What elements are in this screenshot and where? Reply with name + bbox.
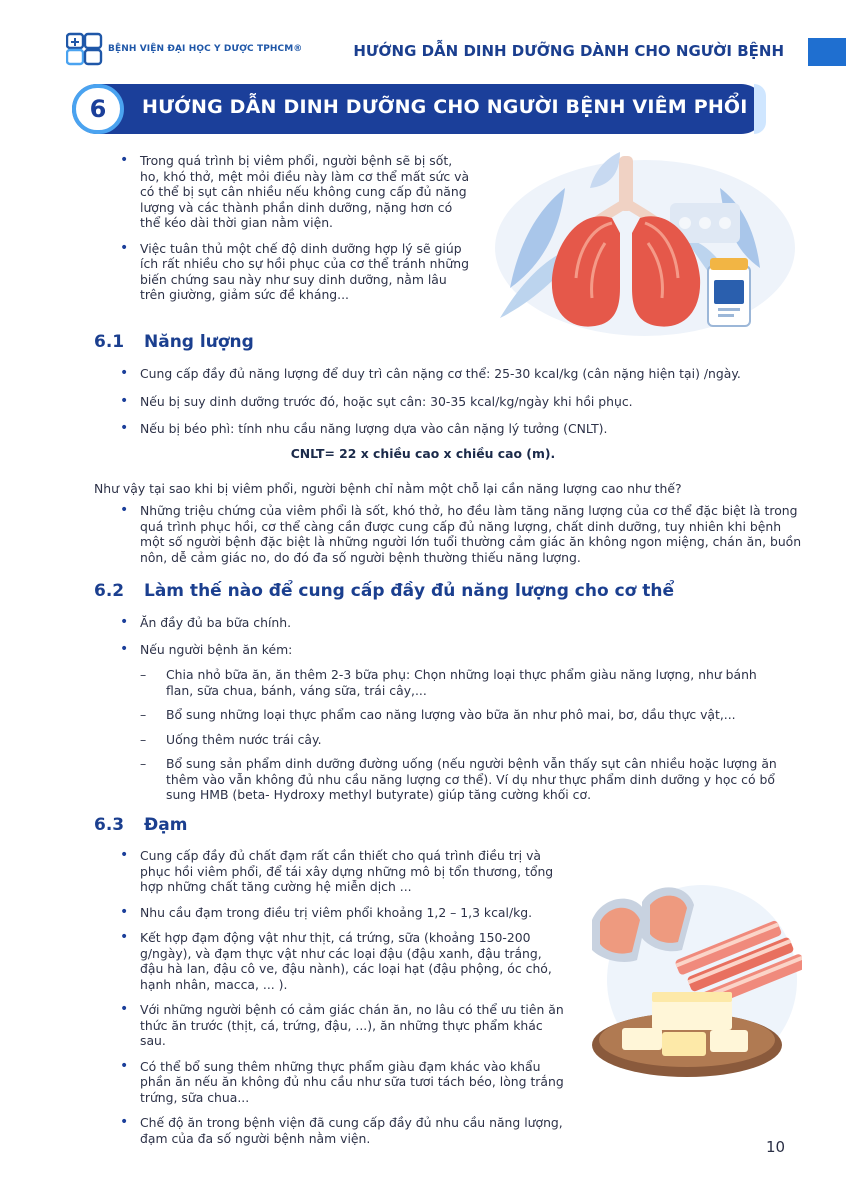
list-item bbox=[118, 905, 566, 921]
protein-item-6: Chế độ ăn trong bệnh viện đã cung cấp đầy đủ nhu cầu năng lượng, đạm của đa số người bệnh nằm viện. bbox=[140, 1115, 563, 1146]
list-item bbox=[118, 503, 808, 565]
subsection-heading-6-1 bbox=[94, 332, 254, 352]
protein-item-5: Có thể bổ sung thêm những thực phẩm giàu đạm khác vào khẩu phần ăn nếu ăn không đủ nhu cầu như sữa tươi tách béo, lòng trắng trứng, sữa chua... bbox=[140, 1058, 564, 1105]
energy-answer: Những triệu chứng của viêm phổi là sốt, khó thở, ho đều làm tăng năng lượng của cơ thể đặc biệt là trong quá trình phục hồi, cơ thể càng cần được cung cấp đủ năng lượng, chất dinh dưỡng, tuy nhiên khi bệnh một số người bệnh đặc biệt là những người lớn tuổi thường cảm giác ăn không ngon miệng, chán ăn, buồn nôn, dễ cảm giác no, do đó đa số người bệnh thường thiếu năng lượng. bbox=[140, 503, 802, 565]
hospital-name: BỆNH VIỆN ĐẠI HỌC Y DƯỢC TPHCM® bbox=[108, 44, 303, 54]
list-item bbox=[118, 848, 566, 895]
supply-sub-list bbox=[140, 667, 780, 803]
intro-item-2: Việc tuân thủ một chế độ dinh dưỡng hợp lý sẽ giúp ích rất nhiều cho sự hồi phục của cơ thể tránh những biến chứng sau này như suy dinh dưỡng, nằm lâu trên giường, giảm sức đề kháng... bbox=[140, 240, 469, 302]
supply-sub-item-1: Chia nhỏ bữa ăn, ăn thêm 2-3 bữa phụ: Chọn những loại thực phẩm giàu năng lượng, như bánh flan, sữa chua, bánh, váng sữa, trái cây,... bbox=[166, 667, 757, 698]
list-item bbox=[118, 394, 808, 410]
list-item bbox=[118, 642, 788, 658]
protein-item-1: Cung cấp đầy đủ chất đạm rất cần thiết cho quá trình điều trị và phục hồi viêm phổi, để tái xây dựng những mô bị tổn thương, tổng hợp những chất tăng cường hệ miễn dịch ... bbox=[140, 848, 554, 894]
list-item bbox=[118, 615, 788, 631]
list-item bbox=[118, 241, 472, 303]
cnlt-formula: CNLT= 22 x chiều cao x chiều cao (m). bbox=[290, 446, 556, 461]
supply-sub-item-4: Bổ sung sản phẩm dinh dưỡng đường uống (nếu người bệnh vẫn thấy sụt cân nhiều hoặc lượng ăn thêm vào vẫn không đủ nhu cầu năng lượng cơ thể). Ví dụ như thực phẩm dinh dưỡng y học có bổ sung HMB (beta- Hydroxy methyl butyrate) giúp tăng cường khối cơ. bbox=[166, 756, 777, 802]
subsection-number: 6.2 bbox=[94, 581, 125, 601]
subsection-heading-6-2 bbox=[94, 581, 674, 601]
supply-list bbox=[118, 615, 788, 667]
subsection-title: Làm thế nào để cung cấp đầy đủ năng lượng cho cơ thể bbox=[144, 581, 675, 601]
list-item bbox=[118, 1059, 566, 1106]
guide-title: HƯỚNG DẪN DINH DƯỠNG DÀNH CHO NGƯỜI BỆNH bbox=[353, 42, 784, 60]
energy-question: Như vậy tại sao khi bị viêm phổi, người bệnh chỉ nằm một chỗ lại cần năng lượng cao như thế? bbox=[94, 481, 682, 496]
supply-sub-item-3: Uống thêm nước trái cây. bbox=[166, 731, 322, 747]
protein-item-3: Kết hợp đạm động vật như thịt, cá trứng, sữa (khoảng 150-200 g/ngày), và đạm thực vật như các loại đậu (đậu xanh, đậu trắng, đậu hà lan, đậu cô ve, đậu nành), các loại hạt (đậu phộng, óc chó, hạnh nhân, macca, ... ). bbox=[140, 930, 552, 992]
energy-item-1: Cung cấp đầy đủ năng lượng để duy trì cân nặng cơ thể: 25-30 kcal/kg (cân nặng hiện tại) /ngày. bbox=[140, 366, 741, 381]
sub-list-item bbox=[140, 667, 780, 698]
list-item bbox=[118, 1002, 566, 1049]
supply-sub-item-2: Bổ sung những loại thực phẩm cao năng lượng vào bữa ăn như phô mai, bơ, dầu thực vật,... bbox=[166, 707, 736, 722]
list-item bbox=[118, 421, 808, 437]
sub-list-item bbox=[140, 707, 780, 723]
supply-item-1: Ăn đầy đủ ba bữa chính. bbox=[140, 615, 292, 630]
subsection-title: Đạm bbox=[144, 815, 188, 835]
subsection-number: 6.3 bbox=[94, 815, 125, 835]
protein-food-illustration bbox=[582, 880, 802, 1080]
subsection-heading-6-3 bbox=[94, 815, 187, 835]
list-item bbox=[118, 366, 808, 382]
hospital-logo-icon bbox=[66, 32, 104, 66]
list-item bbox=[118, 930, 566, 992]
energy-list bbox=[118, 366, 808, 437]
protein-list bbox=[118, 848, 566, 1146]
page-number: 10 bbox=[766, 1138, 786, 1156]
lung-illustration bbox=[470, 148, 800, 338]
subsection-number: 6.1 bbox=[94, 332, 125, 352]
list-item bbox=[118, 153, 472, 231]
energy-answer-list bbox=[118, 503, 808, 565]
energy-item-2: Nếu bị suy dinh dưỡng trước đó, hoặc sụt cân: 30-35 kcal/kg/ngày khi hồi phục. bbox=[140, 393, 633, 409]
section-banner bbox=[72, 84, 766, 134]
sub-list-item bbox=[140, 756, 780, 803]
subsection-title: Năng lượng bbox=[144, 332, 254, 352]
intro-list bbox=[118, 153, 472, 303]
energy-item-3: Nếu bị béo phì: tính nhu cầu năng lượng dựa vào cân nặng lý tưởng (CNLT). bbox=[140, 421, 608, 436]
protein-item-2: Nhu cầu đạm trong điều trị viêm phổi khoảng 1,2 – 1,3 kcal/kg. bbox=[140, 904, 533, 920]
list-item bbox=[118, 1115, 566, 1146]
intro-item-1: Trong quá trình bị viêm phổi, người bệnh sẽ bị sốt, ho, khó thở, mệt mỏi điều này làm cơ thể mất sức và có thể bị sụt cân nhiều nếu không cung cấp đủ năng lượng và các thành phần dinh dưỡng, nặng hơn có thể kéo dài thời gian nằm viện. bbox=[140, 153, 470, 230]
page-header bbox=[0, 0, 846, 80]
supply-item-2: Nếu người bệnh ăn kém: bbox=[140, 641, 293, 657]
header-accent-bar bbox=[808, 38, 846, 66]
protein-item-4: Với những người bệnh có cảm giác chán ăn, no lâu có thể ưu tiên ăn thức ăn trước (thịt, cá, trứng, đậu, ...), ăn những thực phẩm khác sau. bbox=[140, 1002, 564, 1048]
sub-list-item bbox=[140, 732, 780, 748]
section-title: HƯỚNG DẪN DINH DƯỠNG CHO NGƯỜI BỆNH VIÊM PHỔI bbox=[142, 96, 748, 118]
section-number: 6 bbox=[72, 84, 124, 134]
banner-end-cap bbox=[754, 84, 766, 134]
